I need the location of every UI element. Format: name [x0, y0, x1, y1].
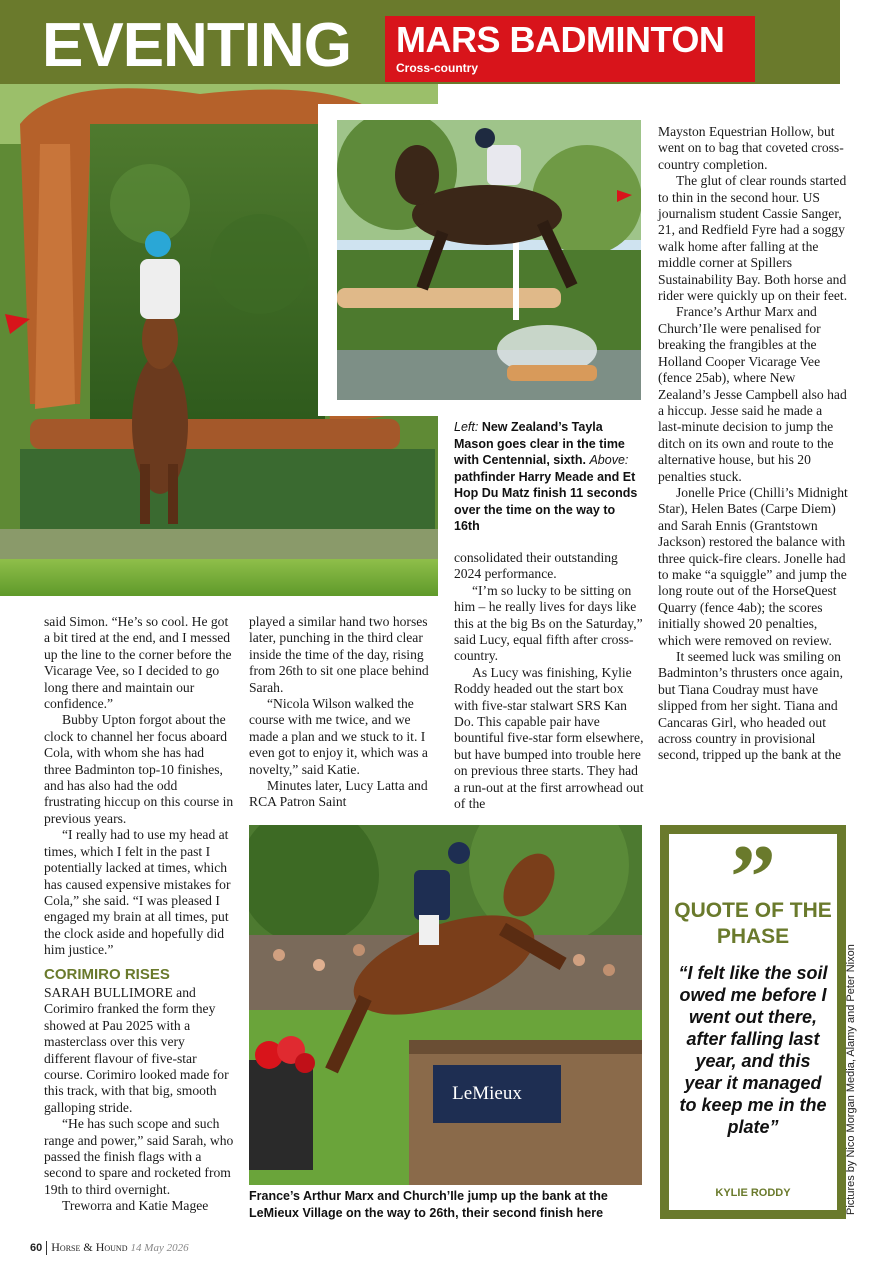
paragraph: consolidated their outstanding 2024 performance.: [454, 550, 618, 582]
article-column-1: [44, 614, 234, 1215]
paragraph: As Lucy was finishing, Kylie Roddy headed out the start box with five-star stalwart SRS Kan Do. This capable pair have bountiful five-star form elsewhere, but have bumped into trouble here on previous three starts. They had a run-out at the first arrowhead out of the: [454, 664, 644, 812]
issue-date: 14 May 2026: [130, 1242, 189, 1254]
paragraph: said Simon. “He’s so cool. He got a bit tired at the end, and I messed up the line to the corner before the Vicarage Vee, so I decided to go long there and maintain our confidence.”: [44, 614, 232, 712]
paragraph: played a similar hand two horses later, punching in the third clear inside the time of the day, rising from 26th to sit one place behind Sarah.: [249, 614, 429, 695]
section-title: EVENTING: [42, 11, 351, 80]
lemieux-sign-text: LeMieux: [452, 1083, 522, 1104]
paragraph: It seemed luck was smiling on Badminton’s thrusters once again, but Tiana Coudray must have slipped from her sight. Tiana and Cancaras Girl, who headed out across country in provisional second, tripped up the bank at the: [658, 649, 843, 763]
paragraph: France’s Arthur Marx and Church’Ile were penalised for breaking the frangibles at the Holland Cooper Vicarage Vee (fence 25ab), where New Zealand’s Jesse Campbell also had a hiccup. Jesse said he made a last-minute decision to jump the ditch on its own and route to the alternative house, but his 20 penalties stuck.: [658, 304, 847, 484]
caption-left-label: Left:: [454, 420, 479, 434]
paragraph: “Nicola Wilson walked the course with me twice, and we made a plan and we stuck to it. I even got to enjoy it, which was a novelty,” said Katie.: [249, 696, 428, 777]
article-column-3: [454, 550, 646, 813]
paragraph: “I really had to use my head at times, which I felt in the past I potentially lacked at times, which has caused expensive mistakes for Cola,” she said. “I was pleased I engaged my brain at all times, put the clock aside and hopefully did him justice.”: [44, 827, 231, 958]
caption-above-label: Above:: [589, 453, 629, 467]
article-column-2: [249, 614, 441, 811]
magazine-name: Horse & Hound: [51, 1240, 128, 1254]
article-column-4: [658, 124, 848, 764]
picture-credit: Pictures by Nico Morgan Media, Alamy and Peter Nixon: [845, 944, 857, 1215]
paragraph: Minutes later, Lucy Latta and RCA Patron Saint: [249, 778, 428, 810]
photo-caption-top: [454, 419, 644, 535]
footer-divider: [46, 1241, 47, 1255]
quote-heading: QUOTE OF THE PHASE: [674, 899, 832, 948]
paragraph: “He has such scope and such range and power,” said Sarah, who passed the finish flags with a second to spare and rocketed from 19th to third overnight.: [44, 1116, 234, 1197]
caption-left-text: New Zealand’s Tayla Mason goes clear in the time with Centennial, sixth.: [454, 420, 625, 467]
paragraph: Treworra and Katie Magee: [62, 1198, 209, 1214]
event-title: MARS BADMINTON: [396, 19, 725, 60]
page-number: 60: [30, 1242, 43, 1254]
paragraph: The glut of clear rounds started to thin in the second hour. US journalism student Cassie Sanger, 21, and Redfield Fyre had a soggy walk home after falling at the middle corner at Spillers Sustainability Bay. Both horse and rider were quickly up on their feet.: [658, 173, 848, 304]
paragraph: SARAH BULLIMORE and Corimiro franked the form they showed at Pau 2025 with a masterclass over this very different flavour of five-star course. Corimiro looked made for this track, with that big, smooth galloping stride.: [44, 984, 229, 1115]
paragraph: Jonelle Price (Chilli’s Midnight Star), Helen Bates (Carpe Diem) and Sarah Ennis (Grantstown Jackson) restored the balance with three quick-fire clears. Jonelle had to make “a squiggle” and jump the long route out of the HorseQuest Quarry (fence 4ab); the scores initially showed 20 penalties, which were removed on review.: [658, 484, 848, 648]
subheading: CORIMIRO RISES: [44, 965, 170, 983]
quote-attribution: KYLIE RODDY: [715, 1187, 791, 1199]
caption-above-text: pathfinder Harry Meade and Et Hop Du Matz finish 11 seconds over the time on the way to 16th: [454, 469, 638, 533]
quote-marks-icon: ”: [730, 826, 776, 928]
photo-harry-meade: [337, 120, 641, 400]
paragraph: Mayston Equestrian Hollow, but went on to bag that coveted cross-country completion.: [658, 124, 844, 172]
paragraph: Bubby Upton forgot about the clock to channel her focus aboard Cola, with whom she has had three Badminton top-10 finishes, and has also had the odd frustrating hiccup on this course in previous years.: [44, 712, 234, 826]
phase-label: Cross-country: [396, 61, 479, 75]
photo-caption-bottom: France’s Arthur Marx and Church’Ile jump up the bank at the LeMieux Village on the way to 26th, their second finish here: [249, 1189, 608, 1220]
page-footer: [30, 1240, 189, 1255]
quote-text: “I felt like the soil owed me before I went out there, after falling last year, and this year it managed to keep me in the plate”: [678, 963, 828, 1137]
photo-arthur-marx: [249, 825, 642, 1185]
paragraph: “I’m so lucky to be sitting on him – he really lives for days like this at the big Bs on the Saturday,” said Lucy, equal fifth after cross-country.: [454, 582, 643, 664]
